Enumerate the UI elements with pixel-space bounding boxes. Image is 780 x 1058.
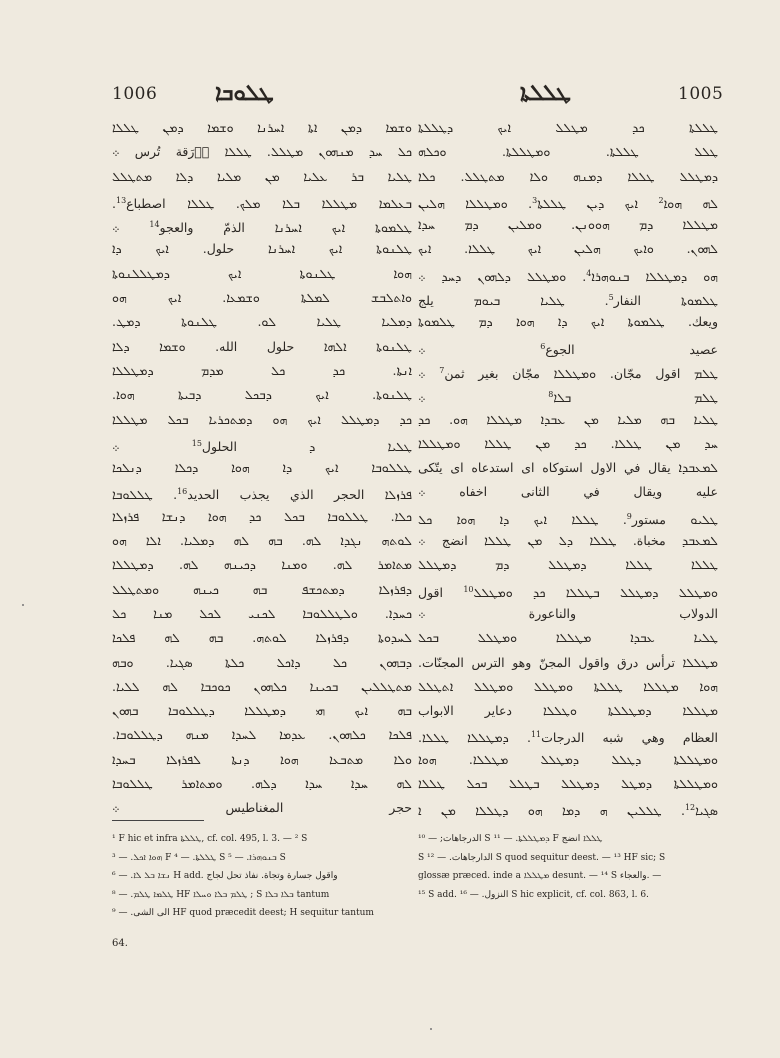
text-line: ܒܗ ܐܝܟ ܗܝ ܕܡܛܠܠܐ ܕܛܠܠܘܒܐ ܒܗܘܢ <box>112 703 412 719</box>
text-line: ܕܦܪܙܠܐ ܕܡܬܟܫܦ ܒܗ ܟܝܢܗ ܘܡܬܛܠܠ <box>112 581 412 597</box>
footnote-line: ¹⁵ S add. النزول. — ¹⁶ S hic explicit, cf. col. 863, l. 6. <box>418 889 649 900</box>
text-line: ܟܠ ܚܕ ܡܢܗܘܢ ܡܛܠܠ. ܛܠܠܐ ܕَرَقة تُرس ܀ <box>112 144 412 160</box>
page-speck <box>430 1028 432 1030</box>
text-line: ܠܗܘܢ. ܘܐܝܟ ܗܠܝܢ ܐܝܟ ܛܠܠܐ. ܐܝܟ <box>418 241 718 257</box>
footnote-line: ܗܘܐ ܐܟܠ. — ³ F ܛܠܠܬܐ. — ⁴ S ܒܢܘܗܪܐ. — ⁵ S <box>112 852 286 863</box>
text-line: ܚܕ ܡܢ ܛܠܠܐ. ܟܕ ܡܢ ܛܠܠܐ ܘܡܛܠܠܐ <box>418 435 718 451</box>
text-line: ܣܓܝܐ$^{12}$. ܛܠܠܝܢ ܗ ܕܡܐ ܗܘ ܕܛܠܠܐ ܡܢ ܐ <box>418 803 718 819</box>
text-line: ܘܡܛܠܠܬܐ ܕܡܛܠ ܕܡܛܠܠ ܒܛܠܠ ܒܟܠ ܛܠܠܐ <box>418 776 718 792</box>
right-running-head: ܛܠܠܬܐ <box>520 80 571 106</box>
text-line: العظام وهي شبه الدرجات$^{11}$. ܕܡܛܠܠܐ ܛܠܠܐ. <box>418 730 718 746</box>
text-line: ܛܠܝܐ ܥܒܕܐ ܡܛܠܠܐ ܘܡܛܠܠ ܒܟܠ <box>418 630 718 646</box>
text-line: ܡܛܠܠܐ ܕܡ ܗܘܘܢܢ. ܘܡܠܝܢ ܕܡ ܚܕܐ <box>418 217 718 233</box>
footnote-rule <box>112 820 204 821</box>
footnote-line: ܛܠܡܐ ܛܠܡ. — ⁸ HF ܛܠܡ ܒܠܐ ܘܚܠܐ ; S ܒܠܐ ܒܠܐ tantum <box>112 889 330 900</box>
text-line: ܕܡܠܝܐ ܛܠܝܐ ܠܘ. ܛܠܢܘܬܐ ܕܡܛ. <box>112 314 412 330</box>
text-line: ܠܗ ܚܕܐ ܚܕܐ ܕܠܗ. ܘܡܬܐܡܪ ܛܠܠܘܒܐ <box>112 776 412 792</box>
text-line: ܛܠܝܐ ܒܗ ܡܠܝܐ ܡܢ ܥܒܕܐ ܡܛܠܠܐ ܗܘ. ܟܕ <box>418 411 718 427</box>
left-footnotes <box>112 830 412 923</box>
left-running-head: ܛܠܘܒܐ <box>215 80 274 106</box>
text-line: ܘܠܐ ܡܬܒܥܐ ܗܘܐ ܕܢܬܐ ܠܦܪܙܠܐ ܒܚܕܐ <box>112 751 412 767</box>
text-line: ܛܠܠܐ ܛܠܠܐ ܕܡܛܠܠ ܕܡ ܕܡܛܠܠ <box>418 557 718 573</box>
footnote-line: S الدارجاهات. — ¹² S quod sequitur deest. — ¹³ HF sic; S <box>418 852 666 863</box>
text-line: ܟܕ ܕܡܛܠܠ ܐܝܟ ܗܘ ܕܡܬܟܪܝܐ ܒܟܠ ܡܛܠܠܐ <box>112 411 412 427</box>
right-text-column <box>418 116 718 821</box>
text-line: ܛܠܡ اقول مجّان. ܘܡܛܠܠܐ مجّان بغير ثمن$^7$ ܀ <box>418 365 718 382</box>
footnote-line: الدرجاهات; — ¹⁰ S ܕܡܛܠܠܬܐ. — ¹¹ F ܛܠܠܐ انضج <box>418 834 603 844</box>
text-line: ܠܡܥܒܕ مخباة. ܛܠܠܐ ܕܠ ܡܢ ܛܠܠܐ انضج ܀ <box>418 533 718 549</box>
text-line: ܗܘܐ ܛܠܢܘܬܐ ܐܝܟ ܕܡܛܠܠܢܘܬܐ <box>112 265 412 281</box>
text-line: ܛܠܢܘܬܐ. ܐܝܟ ܕܒܟܠ ܕܒܝܬܐ ܗܘܐ. <box>112 387 412 403</box>
text-line: ܛܠܢܘܬܐ ܐܝܟ ܐܚܪܢܐ حلول. ܐܝܟ ܕܐ <box>112 241 412 257</box>
text-line: ܡܬܐܡܪ ܠܗ. ܘܡܢܐ ܕܟܝܢܗ ܠܗ. ܕܡܛܠܠܐ <box>112 557 412 573</box>
signature-mark: 64. <box>112 938 128 949</box>
footnote-line: ܢܫܐ ܒܠ ܠܐ. — ⁶ H add. واقول جسارة وتجاة. نفاذ تحل لجاج <box>112 871 338 881</box>
text-line: ܛܠܠܬܐ ܟܕ ܡܛܠܠ ܐܝܟ ܕܛܠܠܬܐ <box>418 120 718 135</box>
text-line: ܦܪܙܠܐ الحجر الذي يجذب الحديد$^{16}$. ܛܠܠܘܒܐ <box>112 487 412 503</box>
text-line: ܛܠܡܘܬܐ النفار$^5$. ܛܠܝܐ ܒܝܘܡ يلج <box>418 293 718 309</box>
text-line: ܘܐܬܠܒܫ ܠܡܠܬܐ ܘܫܡܥܐ. ܐܝܟ ܗܘ <box>112 290 412 306</box>
text-line: ܕܒܗܘܢ ܟܠ ܕܐܟܠ ܟܠܬܐ ܣܓܝܐ. ܘܒܗ <box>112 654 412 670</box>
text-line: ܠܡܥܒܕܐ يقال في الاول استوكاه اى استدعاه اى يتّكى <box>418 460 718 476</box>
text-line: ܒܥܠܡܐ ܡܛܠܠܐ ܒܠܐ ܡܠܟ. ܛܠܠܐ اصطباع$^{13}$. <box>112 195 412 212</box>
right-footnotes <box>418 830 718 904</box>
text-line: ܛܠܠܘܒܐ ܐܝܟ ܕܐ ܗܘܐ ܕܟܠܐ ܕܢܠܟܐ <box>112 460 412 476</box>
text-line: ܘܡܛܠܠܬܐ ܕܛܠܠ ܕܡܛܠܠ ܡܛܠܠܐ. ܗܘܐ <box>418 751 718 767</box>
text-line: ܗܘ ܕܡܛܠܠܐ ܒܢܘܗܪܐ$^4$. ܘܡܛܠܠ ܕܠܗܘܢ ܕܚܕ ܀ <box>418 268 718 284</box>
footnote-line: ¹ F hic et infra ܛܠܠܬܐ, cf. col. 495, l. 3. — ² S <box>112 834 308 844</box>
text-line: عصيد الجوع$^6$ ܀ <box>418 341 718 357</box>
text-line: ܠܚܕܘܬܐ ܕܦܪܙܠܐ ܠܘܬܗ. ܒܗ ܠܗ ܦܠܟܐ <box>112 630 412 646</box>
text-line: ܛܠܝܐ ܒܪ ܥܠܝܐ ܡܢ ܡܠܝܐ ܕܠܐ ܡܬܛܠܠ <box>112 168 412 184</box>
text-line: ܦܠܟܐ ܟܠܗܘܢ. ܥܕܡܐ ܠܚܕܐ ܡܢܗ ܕܛܠܠܘܒܐ. <box>112 727 412 743</box>
right-page-number: 1005 <box>678 84 724 104</box>
text-line: ܕܡܛܠܠ ܛܠܠܐ ܕܡܢܗ ܘܠܐ ܡܬܛܠܠ. ܟܠܐ <box>418 168 718 184</box>
text-line: ܡܛܠܠܐ ترأس درق واقول المجنّ وهو الترس المجنّات. <box>418 654 718 670</box>
text-line: ܛܠܝܘ مستور$^9$. ܛܠܠܐ ܐܝܟ ܕܐ ܗܘܐ ܟܠ <box>418 511 718 527</box>
text-line: ܡܬܛܠܠܝܢ ܒܟܝܢܐ ܟܠܗܘܢ ܟܘܟܒܐ ܠܗ ܠܠܝܐ. <box>112 678 412 694</box>
text-line: ܡܛܠܠܐ ܕܡܛܠܠܬܐ ܘܛܠܠܐ دعاير الابواب <box>418 703 718 719</box>
text-line: ܠܗ ܗܘܐ$^2$ ܐܝܟ ܕܝܢ ܛܠܠܬܐ$^3$. ܘܡܛܠܠܐ ܗܠܝܢ <box>418 195 718 212</box>
text-line: ܟܚܕܐ. ܘܠܛܠܠܘܒܐ ܠܟܢܝ ܠܟܠ ܡܢܐ ܟܠ <box>112 605 412 621</box>
page-speck <box>22 604 24 606</box>
text-line: ويعك. ܛܠܡܘܬܐ ܐܝܟ ܕܐ ܗܘܐ ܕܡ ܛܠܡܘܬܐ <box>418 314 718 330</box>
left-page-number: 1006 <box>112 84 158 104</box>
text-line: ܛܠܡ ܒܠܐ$^8$ ܀ <box>418 390 718 406</box>
text-line: ܠܘܬܗ ܢܓܕܐ ܠܗ. ܒܗ ܠܗ ܕܡܠܝܐ. ܐܠܐ ܗܘ <box>112 533 412 549</box>
text-line: ܛܠܝܐ ܕ الحلول$^{15}$ ܀ <box>112 438 412 455</box>
text-line: ܗܘܐ ܡܛܠܠܐ ܛܠܠܬܐ ܘܡܛܠܠ ܘܡܛܠܠ ܐܬܛܠܠ <box>418 678 718 694</box>
text-line: ܛܠܡܘܬܐ ܐܝܟ ܐܚܪܢܐ الذمّ والعجو$^{14}$ ܀ <box>112 220 412 236</box>
text-line: ܟܠܐ. ܛܠܠܘܒܐ ܒܟܠ ܟܕ ܗܘܐ ܕܢܫܐ ܦܪܙܠܐ <box>112 508 412 524</box>
left-text-column <box>112 116 412 821</box>
text-line: ܘܡܛܠܠ ܕܡܛܠܠ ܒܛܠܠܐ ܟܕ ܘܡܛܠܠ$^{10}$ اقول <box>418 584 718 600</box>
footnote-line: glossæ præced. inde a ܡܛܠܠܐ desunt. — ¹⁴ S والعجاء. — <box>418 871 662 881</box>
footnote-line: الى الشى. — ⁹ HF quod præcedit deest; H sequitur tantum <box>112 908 374 918</box>
text-line: ܐܢܬܐ. ܟܕ ܟܠ ܡܕܡ ܕܡܛܠܠܐ <box>112 362 412 378</box>
text-line: الدولاب والناعورة ܀ <box>418 605 718 621</box>
text-line: ܛܠܠ ܛܠܠܬܐ. ܘܡܛܠܠܬܐ. ܘܟܠܗ <box>418 144 718 160</box>
text-line: عليه ويقال في الثانى اخفاه ܀ <box>418 484 718 500</box>
text-line: ܛܠܢܘܬܐ ܐܠܗܐ حلول الله. ܘܫܡܐ ܕܠܐ <box>112 338 412 354</box>
text-line: ܘܫܡܐ ܕܡܢ ܐܬܐ ܐܚܪܢܐ ܘܫܡܐ ܕܡܢ ܛܠܠܐ <box>112 120 412 135</box>
text-line: حجر المغناطيس ܀ <box>112 800 412 816</box>
